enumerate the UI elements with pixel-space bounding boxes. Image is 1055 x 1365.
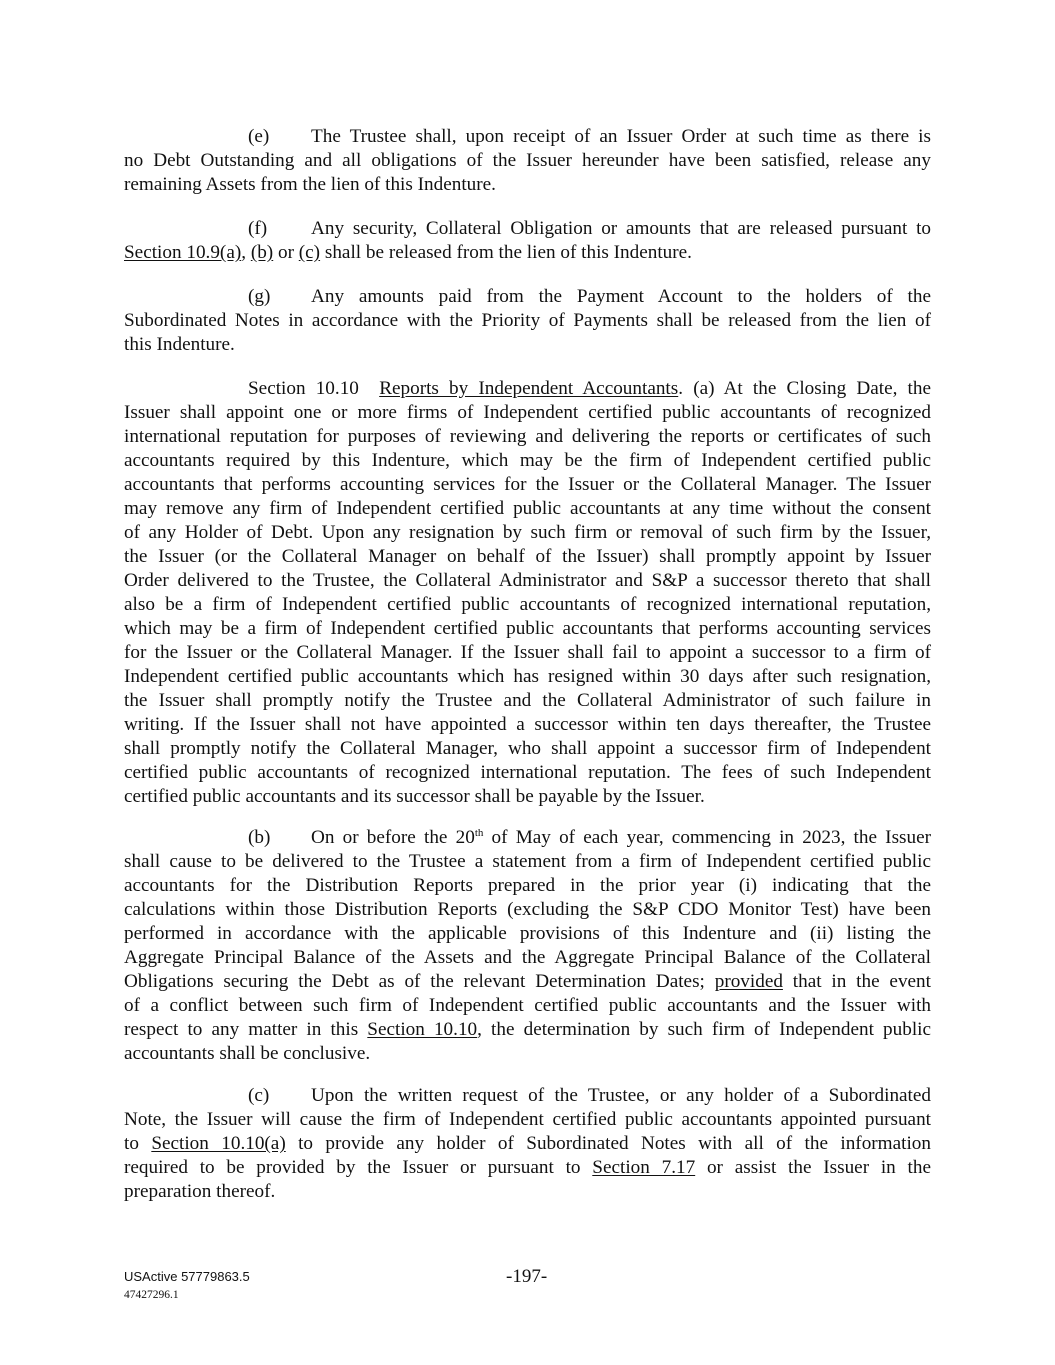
text-line: shall promptly notify the Collateral Manager, who shall appoint a successor firm of Independent (124, 738, 931, 759)
text-line: Subordinated Notes in accordance with the Priority of Payments shall be released from the lien of (124, 310, 931, 331)
text-line: for the Issuer or the Collateral Manager. If the Issuer shall fail to appoint a successor to a firm of (124, 642, 931, 663)
text-line: shall cause to be delivered to the Trustee a statement from a firm of Independent certified public (124, 851, 931, 872)
text-line: The Trustee shall, upon receipt of an Issuer Order at such time as there is (311, 126, 931, 147)
page-number: -197- (506, 1266, 548, 1287)
text-line: the Issuer (or the Collateral Manager on behalf of the Issuer) shall promptly appoint by Issuer (124, 546, 931, 567)
text-line: Independent certified public accountants which has resigned within 30 days after such resignation, (124, 666, 931, 687)
text-line: remaining Assets from the lien of this Indenture. (124, 174, 496, 195)
text-line: Note, the Issuer will cause the firm of Independent certified public accountants appointed pursuant (124, 1109, 931, 1130)
cross-reference-link[interactable]: Section 10.10(a) (151, 1133, 286, 1154)
text-line: performed in accordance with the applicable provisions of this Indenture and (ii) listing the (124, 923, 931, 944)
paragraph-marker: (g) (248, 286, 271, 307)
text-line: respect to any matter in this Section 10.10, the determination by such firm of Independent public (124, 1019, 931, 1040)
section-10-10-paragraph-a: Section 10.10 Reports by Independent Accountants. (a) At the Closing Date, the Issuer shall appoint one or more firms of Independent certified public accountants of recognized international reputation for purposes of reviewing and delivering the reports or certificates of such accountants required by this Indenture, which may be the firm of Independent certified public accountants that performs accounting services for the Issuer or the Collateral Manager. The Issuer may remove any firm of Independent certified public accountants at any time without the consent of any Holder of Debt. Upon any resignation by such firm or removal of such firm by the Issuer, the Issuer (or the Collateral Manager on behalf of the Issuer) shall promptly appoint by Issuer Order delivered to the Trustee, the Collateral Administrator and S&P a successor thereto that shall also be a firm of Independent certified public accountants of recognized international reputation, which may be a firm of Independent certified public accountants that performs accounting services for the Issuer or the Collateral Manager. If the Issuer shall fail to appoint a successor to a firm of Independent certified public accountants which has resigned within 30 days after such resignation, the Issuer shall promptly notify the Trustee and the Collateral Administrator of such failure in writing. If the Issuer shall not have appointed a successor within ten days thereafter, the Trustee shall promptly notify the Collateral Manager, who shall appoint a successor firm of Independent certified public accountants of recognized international reputation. The fees of such Independent certified public accountants and its successor shall be payable by the Issuer. (124, 378, 931, 807)
document-id: USActive 57779863.5 (124, 1269, 250, 1284)
paragraph-marker: (e) (248, 126, 270, 147)
text-line: accountants that performs accounting services for the Issuer or the Collateral Manager. The Issuer (124, 474, 931, 495)
document-id-secondary: 47427296.1 (124, 1289, 179, 1301)
cross-reference-link[interactable]: Section 10.9(a) (124, 242, 242, 263)
text-line: no Debt Outstanding and all obligations of the Issuer hereunder have been satisfied, release any (124, 150, 931, 171)
text-line: Section 10.9(a), (b) or (c) shall be released from the lien of this Indenture. (124, 242, 692, 263)
paragraph-b: (b) On or before the 20th of May of each year, commencing in 2023, the Issuer shall cause to be delivered to the Trustee a statement from a firm of Independent certified public accountants for the Distribution Reports prepared in the prior year (i) indicating that the calculations within those Distribution Reports (excluding the S&P CDO Monitor Test) have been performed in accordance with the applicable provisions of this Indenture and (ii) listing the Aggregate Principal Balance of the Assets and the Aggregate Principal Balance of the Collateral Obligations securing the Debt as of the relevant Determination Dates; provided that in the event of a conflict between such firm of Independent certified public accountants and the Issuer with respect to any matter in this Section 10.10, the determination by such firm of Independent public accountants shall be conclusive. (124, 827, 932, 1064)
text-line: international reputation for purposes of reviewing and delivering the reports or certificates of such (124, 426, 931, 447)
text-line: writing. If the Issuer shall not have appointed a successor within ten days thereafter, the Trustee (124, 714, 931, 735)
text-line: Order delivered to the Trustee, the Collateral Administrator and S&P a successor thereto that shall (124, 570, 931, 591)
text-line: Aggregate Principal Balance of the Assets and the Aggregate Principal Balance of the Collateral (124, 947, 931, 968)
paragraph-f (124, 217, 931, 265)
text-line: also be a firm of Independent certified public accountants of recognized international reputation, (124, 594, 931, 615)
provided-term: provided (714, 971, 783, 992)
paragraph-marker: (b) (248, 827, 271, 848)
text-line: certified public accountants and its successor shall be payable by the Issuer. (124, 786, 705, 807)
text-line: may remove any firm of Independent certified public accountants at any time without the consent (124, 498, 931, 519)
paragraph-e (124, 125, 931, 197)
text-line: Any amounts paid from the Payment Account to the holders of the (311, 286, 931, 307)
cross-reference-link[interactable]: (b) (250, 242, 274, 263)
text-line: accountants required by this Indenture, which may be the firm of Independent certified public (124, 450, 931, 471)
text-line: calculations within those Distribution Reports (excluding the S&P CDO Monitor Test) have been (124, 899, 931, 920)
text-line: accountants for the Distribution Reports prepared in the prior year (i) indicating that the (124, 875, 931, 896)
text-line: certified public accountants of recognized international reputation. The fees of such Independent (124, 762, 931, 783)
paragraph-marker: (c) (248, 1085, 270, 1106)
text-line: which may be a firm of Independent certified public accountants that performs accounting services (124, 618, 931, 639)
text-line: Obligations securing the Debt as of the relevant Determination Dates; provided that in the event (124, 971, 931, 992)
ordinal-superscript: th (474, 827, 484, 839)
text-line: of a conflict between such firm of Independent certified public accountants and the Issuer with (124, 995, 931, 1016)
section-heading: Reports by Independent Accountants (379, 378, 679, 399)
text-line: required to be provided by the Issuer or pursuant to Section 7.17 or assist the Issuer in the (124, 1157, 931, 1178)
text-line: accountants shall be conclusive. (124, 1043, 371, 1064)
text-line: the Issuer shall promptly notify the Trustee and the Collateral Administrator of such failure in (124, 690, 931, 711)
cross-reference-link[interactable]: Section 7.17 (592, 1157, 696, 1178)
cross-reference-link[interactable]: (c) (298, 242, 321, 263)
paragraph-c (124, 1084, 931, 1204)
paragraph-marker: (f) (248, 218, 268, 239)
text-line: to Section 10.10(a) to provide any holder of Subordinated Notes with all of the information (124, 1133, 931, 1154)
text-line: Any security, Collateral Obligation or amounts that are released pursuant to (311, 218, 931, 239)
text-line: of any Holder of Debt. Upon any resignation by such firm or removal of such firm by the Issuer, (124, 522, 931, 543)
text-line: Upon the written request of the Trustee, or any holder of a Subordinated (311, 1085, 931, 1106)
text-line: preparation thereof. (124, 1181, 276, 1202)
text-line: this Indenture. (124, 334, 235, 355)
text-line: Issuer shall appoint one or more firms of Independent certified public accountants of recognized (124, 402, 931, 423)
paragraph-g (124, 285, 931, 357)
section-label: Section 10.10 (248, 378, 359, 399)
cross-reference-link[interactable]: Section 10.10 (367, 1019, 478, 1040)
